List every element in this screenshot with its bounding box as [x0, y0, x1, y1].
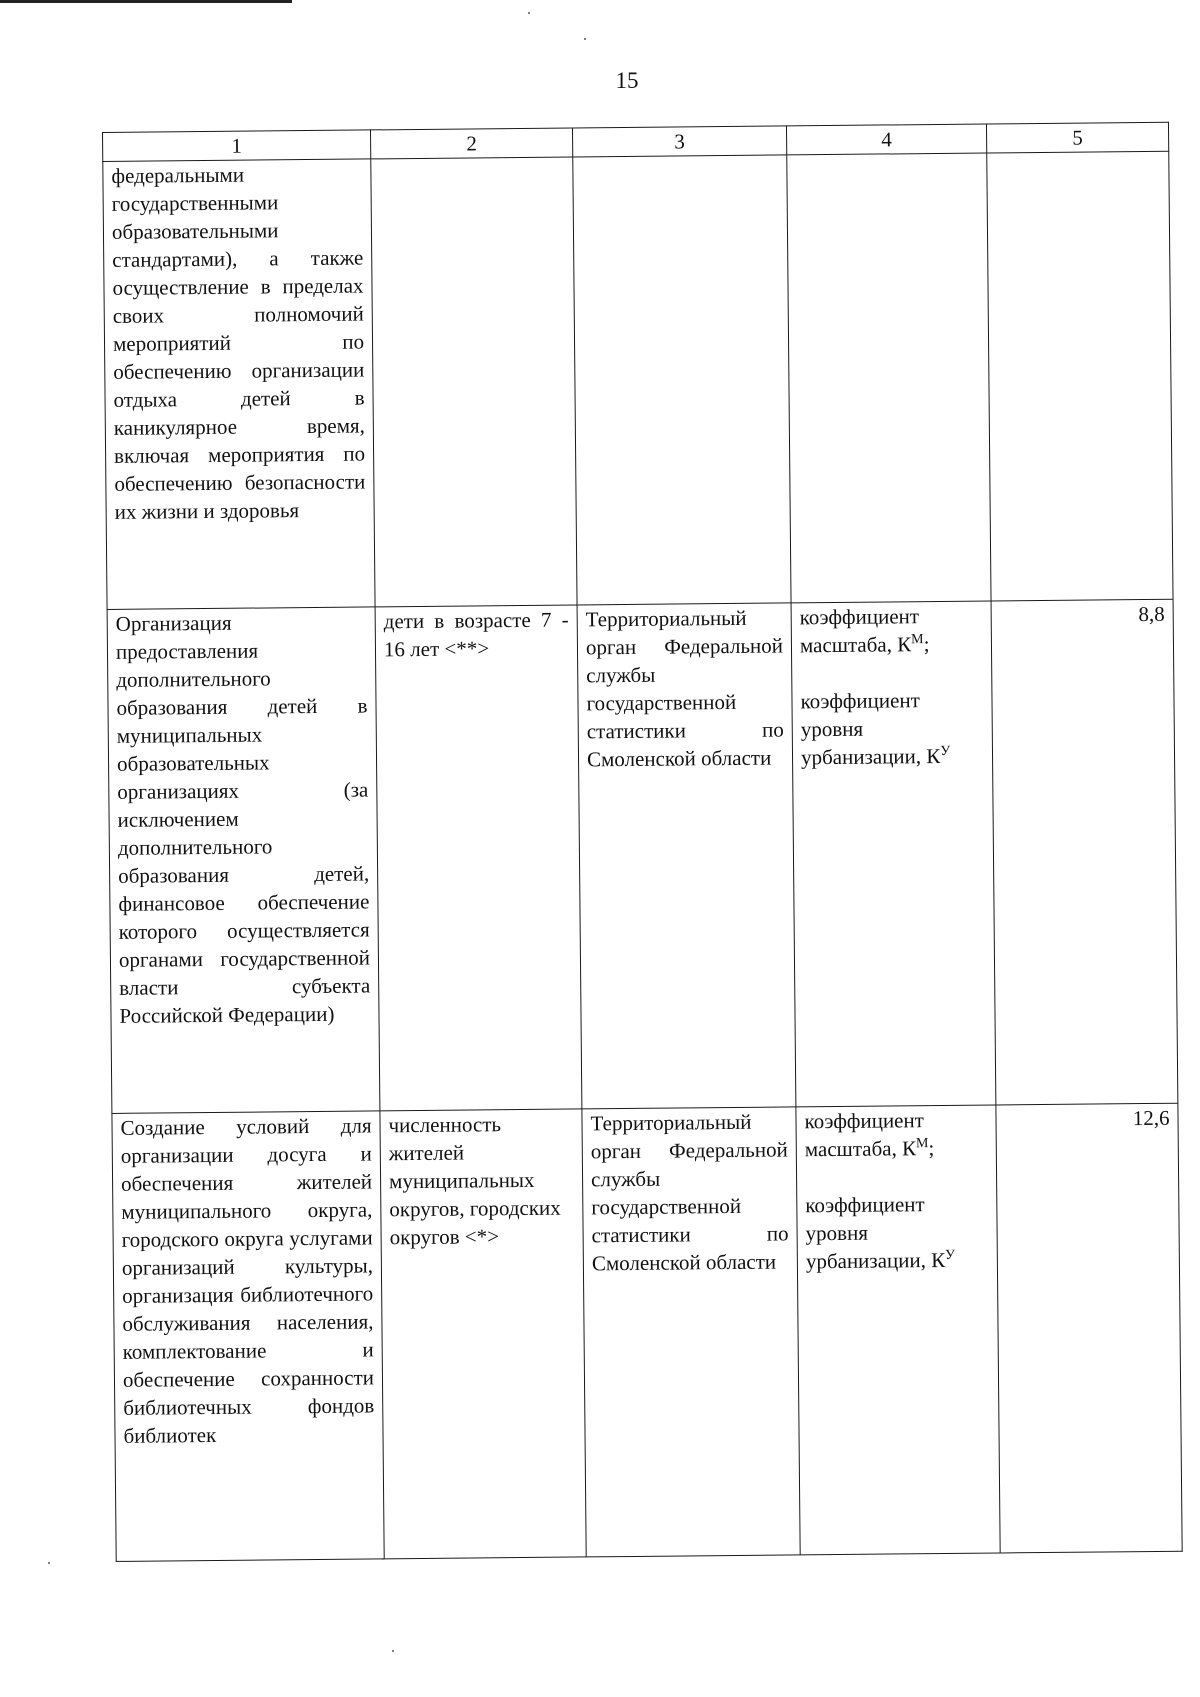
- row-1-function-cell: федеральными государственными образовательными стандартами), а также осуществление в пределах своих полномочий мероприятий по обеспечению организации отдыха детей в каникулярное время, включая мероприятия по обеспечению безопасности их жизни и здоровья: [103, 159, 375, 610]
- row-3-function-cell: Создание условий для организации досуга и обеспечения жителей муниципального округа, городского округа услугами организаций культуры, организация библиотечного обслуживания населения, комплектование и обеспечение сохранности библиотечных фондов библиотек: [112, 1111, 384, 1562]
- row-2-value-cell: 8,8: [991, 599, 1178, 1105]
- column-header-1: 1: [103, 130, 371, 162]
- urbanization-coefficient: коэффициент уровня урбанизации, $К^У$: [800, 688, 951, 770]
- scan-speck: [584, 38, 586, 40]
- table-row: [107, 599, 1178, 1113]
- column-header-3: 3: [572, 126, 786, 157]
- row-2-coefficient-cell: [791, 601, 996, 1107]
- row-1-value-cell: [987, 151, 1173, 601]
- row-2-function-cell: Организация предоставления дополнительного образования детей в муниципальных образовательных организациях (за исключением дополнительного образования детей, финансовое обеспечение которого осуществляется органами государственной власти субъекта Российской Федерации): [107, 607, 380, 1114]
- row-3-value-cell: 12,6: [996, 1103, 1182, 1553]
- scan-speck: [392, 1650, 394, 1652]
- row-1-indicator-cell: [371, 157, 577, 607]
- row-3-source-cell: Территориальный орган Федеральной службы государственной статистики по Смоленской области: [582, 1107, 800, 1557]
- scan-speck: [528, 12, 530, 14]
- page-number: 15: [615, 68, 639, 93]
- table-row: [103, 151, 1173, 609]
- urbanization-coefficient: коэффициент уровня урбанизации, $К^У$: [805, 1192, 956, 1274]
- scale-coefficient: коэффициент масштаба, $К^М$;: [799, 604, 930, 658]
- table-row: [112, 1103, 1182, 1561]
- scale-coefficient: коэффициент масштаба, $К^М$;: [804, 1108, 935, 1162]
- row-3-coefficient-cell: [796, 1105, 1000, 1555]
- column-header-2: 2: [370, 128, 572, 159]
- row-1-source-cell: [573, 155, 791, 605]
- row-2-source-cell: Территориальный орган Федеральной службы государственной статистики по Смоленской области: [577, 603, 796, 1109]
- scan-edge-mark: [0, 0, 292, 3]
- row-2-indicator-cell: дети в возрасте 7 - 16 лет <**>: [375, 605, 582, 1111]
- column-header-4: 4: [786, 124, 986, 155]
- column-header-5: 5: [986, 122, 1168, 153]
- row-3-indicator-cell: численность жителей муниципальных округов, городских округов <*>: [380, 1109, 586, 1559]
- scan-speck: [48, 1562, 50, 1564]
- document-table: [102, 122, 1183, 1562]
- row-1-coefficient-cell: [787, 153, 991, 603]
